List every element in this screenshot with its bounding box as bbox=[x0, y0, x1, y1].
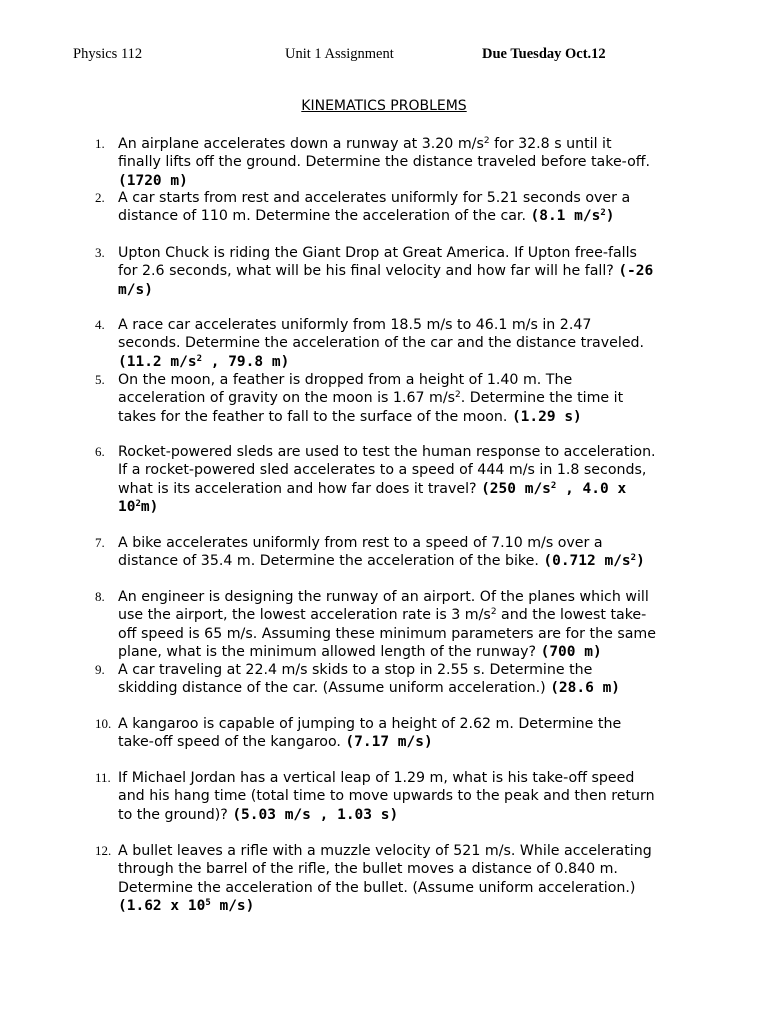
problem-number: 3. bbox=[95, 245, 105, 260]
problem-answer bbox=[118, 897, 695, 915]
assignment-name: Unit 1 Assignment bbox=[285, 46, 394, 62]
problem-number: 12. bbox=[95, 843, 112, 858]
problem-number: 9. bbox=[95, 662, 105, 677]
problem-text: plane, what is the minimum allowed length of the runway? bbox=[118, 643, 541, 660]
problem-9 bbox=[95, 661, 695, 698]
problem-text: what is its acceleration and how far does it travel? bbox=[118, 480, 482, 497]
problem-text: Upton Chuck is riding the Giant Drop at Great America. If Upton free-falls bbox=[118, 245, 637, 261]
problem-text: A bullet leaves a rifle with a muzzle velocity of 521 m/s. While accelerating bbox=[118, 843, 652, 859]
problem-10 bbox=[95, 715, 695, 752]
problem-8 bbox=[95, 588, 695, 661]
problem-text: seconds. Determine the acceleration of the car and the distance traveled. bbox=[118, 335, 645, 352]
problem-answer bbox=[118, 498, 695, 516]
problem-answer bbox=[118, 353, 695, 371]
answer-text: (11.2 m/s bbox=[118, 353, 197, 370]
problem-text: to the ground)? bbox=[118, 806, 233, 823]
superscript: 5 bbox=[205, 897, 211, 908]
problem-text: If Michael Jordan has a vertical leap of 1.29 m, what is his take-off speed bbox=[118, 770, 635, 786]
superscript: 2 bbox=[490, 607, 497, 618]
problem-answer: (1720 m) bbox=[118, 172, 188, 189]
problem-answer: m/s) bbox=[118, 281, 153, 298]
answer-text: (250 m/s bbox=[481, 480, 551, 497]
problem-6 bbox=[95, 443, 695, 516]
problem-text: A car starts from rest and accelerates uniformly for 5.21 seconds over a bbox=[118, 190, 631, 206]
problem-4 bbox=[95, 316, 695, 371]
superscript: 2 bbox=[135, 498, 141, 509]
problem-answer bbox=[530, 208, 614, 224]
answer-text: (1.62 x 10 bbox=[118, 897, 206, 914]
problem-number: 5. bbox=[95, 372, 105, 387]
problem-number: 1. bbox=[95, 136, 105, 151]
problem-text: and the lowest take- bbox=[496, 607, 647, 624]
answer-text: (0.712 m/s bbox=[543, 553, 631, 570]
answer-text: m/s) bbox=[210, 897, 255, 914]
answer-text: ) bbox=[636, 553, 645, 570]
problem-number: 6. bbox=[95, 444, 105, 459]
problem-text: and his hang time (total time to move upwards to the peak and then return bbox=[118, 788, 655, 805]
problem-number: 7. bbox=[95, 535, 105, 550]
problem-answer: (7.17 m/s) bbox=[345, 734, 433, 751]
problem-12 bbox=[95, 842, 695, 915]
problem-1 bbox=[95, 135, 695, 190]
problem-text: Rocket-powered sleds are used to test the human response to acceleration. bbox=[118, 444, 656, 460]
problem-number: 11. bbox=[95, 770, 111, 785]
problem-5 bbox=[95, 371, 695, 426]
problem-3 bbox=[95, 244, 695, 299]
answer-text: m) bbox=[140, 498, 159, 515]
problem-text: . Determine the time it bbox=[460, 390, 624, 407]
answer-text: ) bbox=[605, 208, 615, 225]
problem-text: for 2.6 seconds, what will be his final velocity and how far will he fall? bbox=[118, 263, 619, 280]
problem-answer: (1.29 s) bbox=[511, 408, 582, 425]
problem-text: distance of 110 m. Determine the acceleration of the car. bbox=[118, 208, 531, 225]
problem-answer: (-26 bbox=[618, 263, 654, 280]
problem-text: A car traveling at 22.4 m/s skids to a stop in 2.55 s. Determine the bbox=[118, 662, 593, 678]
answer-text: 10 bbox=[118, 498, 136, 515]
superscript: 2 bbox=[550, 480, 557, 491]
problem-text: Determine the acceleration of the bullet. (Assume uniform acceleration.) bbox=[118, 879, 636, 896]
superscript: 2 bbox=[483, 136, 490, 146]
problem-text: finally lifts off the ground. Determine the distance traveled before take-off. bbox=[118, 154, 651, 171]
problem-text: On the moon, a feather is dropped from a height of 1.40 m. The bbox=[118, 372, 573, 388]
course-name: Physics 112 bbox=[73, 46, 143, 62]
problem-text: An airplane accelerates down a runway at 3.20 m/s bbox=[118, 136, 484, 152]
problem-text: through the barrel of the rifle, the bullet moves a distance of 0.840 m. bbox=[118, 861, 618, 878]
problem-answer bbox=[481, 481, 626, 497]
problem-number: 10. bbox=[95, 716, 112, 731]
problem-text: If a rocket-powered sled accelerates to a speed of 444 m/s in 1.8 seconds, bbox=[118, 462, 647, 479]
problem-text: takes for the feather to fall to the surface of the moon. bbox=[118, 408, 512, 425]
problem-text: A kangaroo is capable of jumping to a height of 2.62 m. Determine the bbox=[118, 716, 622, 732]
superscript: 2 bbox=[630, 553, 637, 564]
answer-text: , 4.0 x bbox=[556, 480, 627, 497]
problem-number: 2. bbox=[95, 190, 105, 205]
problem-7 bbox=[95, 534, 695, 571]
problem-text: A bike accelerates uniformly from rest to a speed of 7.10 m/s over a bbox=[118, 535, 603, 551]
problem-answer: (28.6 m) bbox=[550, 680, 621, 697]
problem-text: off speed is 65 m/s. Assuming these minimum parameters are for the same bbox=[118, 625, 656, 642]
problem-text: An engineer is designing the runway of an airport. Of the planes which will bbox=[118, 589, 649, 605]
due-date: Due Tuesday Oct.12 bbox=[482, 46, 606, 62]
problem-text: take-off speed of the kangaroo. bbox=[118, 734, 346, 751]
problem-answer: (5.03 m/s , 1.03 s) bbox=[232, 806, 399, 823]
problem-answer: (700 m) bbox=[540, 643, 602, 660]
superscript: 2 bbox=[455, 390, 461, 401]
problem-2 bbox=[95, 189, 695, 226]
problem-text: use the airport, the lowest acceleration rate is 3 m/s bbox=[118, 607, 491, 624]
problem-answer bbox=[543, 553, 644, 569]
superscript: 2 bbox=[196, 353, 202, 364]
problem-text: A race car accelerates uniformly from 18.5 m/s to 46.1 m/s in 2.47 bbox=[118, 317, 592, 333]
problem-text: skidding distance of the car. (Assume uniform acceleration.) bbox=[118, 680, 551, 697]
problem-number: 8. bbox=[95, 589, 105, 604]
problem-text: distance of 35.4 m. Determine the acceleration of the bike. bbox=[118, 553, 544, 570]
problem-text: acceleration of gravity on the moon is 1.67 m/s bbox=[118, 390, 456, 407]
page-title: KINEMATICS PROBLEMS bbox=[301, 98, 467, 114]
problem-number: 4. bbox=[95, 317, 105, 332]
problem-11 bbox=[95, 769, 695, 824]
answer-text: , 79.8 m) bbox=[202, 353, 290, 370]
answer-text: (8.1 m/s bbox=[530, 208, 601, 225]
superscript: 2 bbox=[600, 208, 606, 219]
problem-text: for 32.8 s until it bbox=[489, 136, 612, 152]
